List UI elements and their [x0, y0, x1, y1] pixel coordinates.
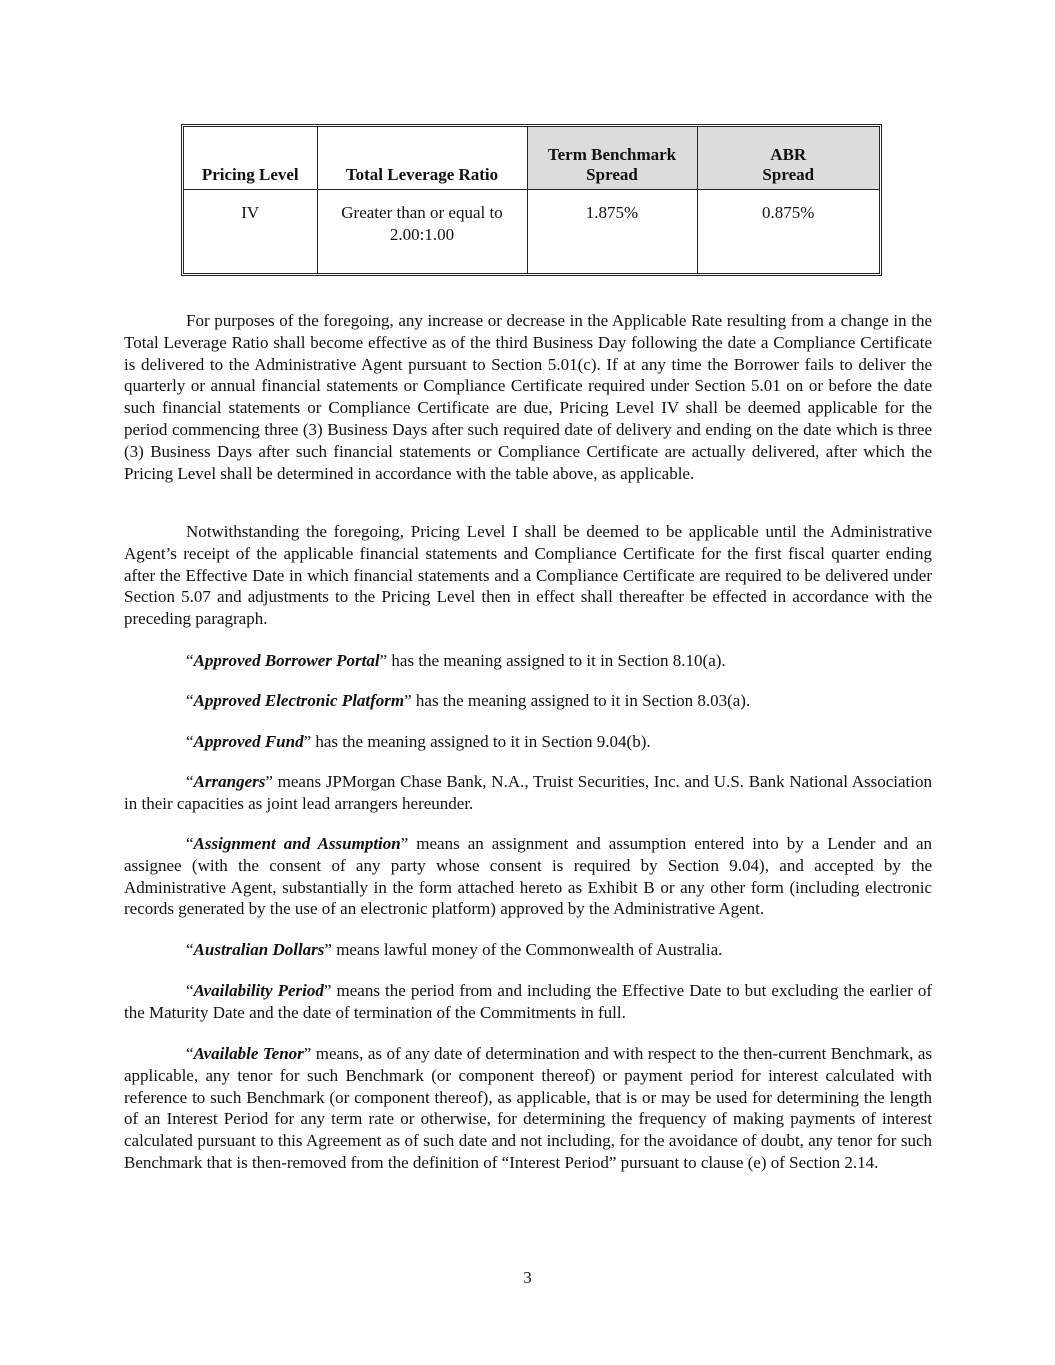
- cell-pricing-level: IV: [184, 190, 317, 274]
- cell-abr-spread: 0.875%: [697, 190, 879, 274]
- definition-text: ” means lawful money of the Commonwealth of Australia.: [324, 940, 723, 959]
- definition-arrangers: “Arrangers” means JPMorgan Chase Bank, N.A., Truist Securities, Inc. and U.S. Bank National Association in their capacities as joint lead arrangers hereunder.: [124, 772, 932, 813]
- definition-text: ” means the period from and including the Effective Date to but excluding the earlier of the Maturity Date and the date of termination of the Commitments in full.: [124, 981, 932, 1022]
- definition-text: ” has the meaning assigned to it in Section 8.10(a).: [379, 651, 726, 670]
- table-row: [184, 190, 879, 274]
- header-term-benchmark-spread: Term Benchmark Spread: [527, 127, 697, 190]
- pricing-table: [181, 124, 882, 276]
- defined-term: Available Tenor: [193, 1044, 304, 1063]
- definition-text: ” means, as of any date of determination and with respect to the then-current Benchmark, as applicable, any tenor for such Benchmark (or component thereof) or payment period for interest calculated with reference to such Benchmark (or component thereof), as applicable, that is or may be used for determining the length of an Interest Period for any term rate or otherwise, for determining the frequency of making payments of interest calculated pursuant to this Agreement as of such date and not including, for the avoidance of doubt, any tenor for such Benchmark that is then-removed from the definition of “Interest Period” pursuant to clause (e) of Section 2.14.: [124, 1044, 932, 1172]
- defined-term: Approved Electronic Platform: [193, 691, 405, 710]
- definition-text: ” has the meaning assigned to it in Section 8.03(a).: [404, 691, 751, 710]
- defined-term: Australian Dollars: [193, 940, 325, 959]
- definition-text: ” has the meaning assigned to it in Section 9.04(b).: [303, 732, 651, 751]
- defined-term: Assignment and Assumption: [193, 834, 401, 853]
- table-header-row: [184, 127, 879, 190]
- definition-availability-period: “Availability Period” means the period from and including the Effective Date to but excluding the earlier of the Maturity Date and the date of termination of the Commitments in full.: [124, 981, 932, 1022]
- defined-term: Arrangers: [193, 772, 266, 791]
- page-number: 3: [523, 1268, 532, 1287]
- header-pricing-level: Pricing Level: [184, 127, 317, 190]
- definition-text: ” means an assignment and assumption entered into by a Lender and an assignee (with the consent of any party whose consent is required by Section 9.04), and accepted by the Administrative Agent, substantially in the form attached hereto as Exhibit B or any other form (including electronic records generated by the use of an electronic platform) approved by the Administrative Agent.: [124, 834, 932, 919]
- defined-term: Approved Borrower Portal: [193, 651, 380, 670]
- paragraph-notwithstanding: Notwithstanding the foregoing, Pricing Level I shall be deemed to be applicable until the Administrative Agent’s receipt of the applicable financial statements and Compliance Certificate for the first fiscal quarter ending after the Effective Date in which financial statements and a Compliance Certificate are required to be delivered under Section 5.07 and adjustments to the Pricing Level then in effect shall thereafter be effected in accordance with the preceding paragraph.: [124, 522, 932, 629]
- definition-text: ” means JPMorgan Chase Bank, N.A., Truist Securities, Inc. and U.S. Bank National Association in their capacities as joint lead arrangers hereunder.: [124, 772, 932, 813]
- definition-available-tenor: “Available Tenor” means, as of any date of determination and with respect to the then-current Benchmark, as applicable, any tenor for such Benchmark (or component thereof) or payment period for interest calculated with reference to such Benchmark (or component thereof), as applicable, that is or may be used for determining the length of an Interest Period for any term rate or otherwise, for determining the frequency of making payments of interest calculated pursuant to this Agreement as of such date and not including, for the avoidance of doubt, any tenor for such Benchmark that is then-removed from the definition of “Interest Period” pursuant to clause (e) of Section 2.14.: [124, 1044, 932, 1172]
- definition-approved-borrower-portal: “Approved Borrower Portal” has the meaning assigned to it in Section 8.10(a).: [186, 651, 726, 670]
- header-total-leverage-ratio: Total Leverage Ratio: [317, 127, 527, 190]
- definition-approved-electronic-platform: “Approved Electronic Platform” has the meaning assigned to it in Section 8.03(a).: [186, 691, 751, 710]
- cell-total-leverage-ratio: Greater than or equal to 2.00:1.00: [317, 190, 527, 274]
- cell-term-benchmark-spread: 1.875%: [527, 190, 697, 274]
- header-abr-spread: ABR Spread: [697, 127, 879, 190]
- defined-term: Approved Fund: [193, 732, 304, 751]
- pricing-grid: [184, 127, 879, 273]
- defined-term: Availability Period: [193, 981, 324, 1000]
- definition-assignment-and-assumption: “Assignment and Assumption” means an assignment and assumption entered into by a Lender and an assignee (with the consent of any party whose consent is required by Section 9.04), and accepted by the Administrative Agent, substantially in the form attached hereto as Exhibit B or any other form (including electronic records generated by the use of an electronic platform) approved by the Administrative Agent.: [124, 834, 932, 919]
- paragraph-applicable-rate: For purposes of the foregoing, any increase or decrease in the Applicable Rate resulting from a change in the Total Leverage Ratio shall become effective as of the third Business Day following the date a Compliance Certificate is delivered to the Administrative Agent pursuant to Section 5.01(c). If at any time the Borrower fails to deliver the quarterly or annual financial statements or Compliance Certificate required under Section 5.01 on or before the date such financial statements or Compliance Certificate are due, Pricing Level IV shall be deemed applicable for the period commencing three (3) Business Days after such required date of delivery and ending on the date which is three (3) Business Days after such financial statements or Compliance Certificate are actually delivered, after which the Pricing Level shall be determined in accordance with the table above, as applicable.: [124, 311, 932, 483]
- definition-australian-dollars: “Australian Dollars” means lawful money of the Commonwealth of Australia.: [186, 940, 723, 959]
- definition-approved-fund: “Approved Fund” has the meaning assigned to it in Section 9.04(b).: [186, 732, 651, 751]
